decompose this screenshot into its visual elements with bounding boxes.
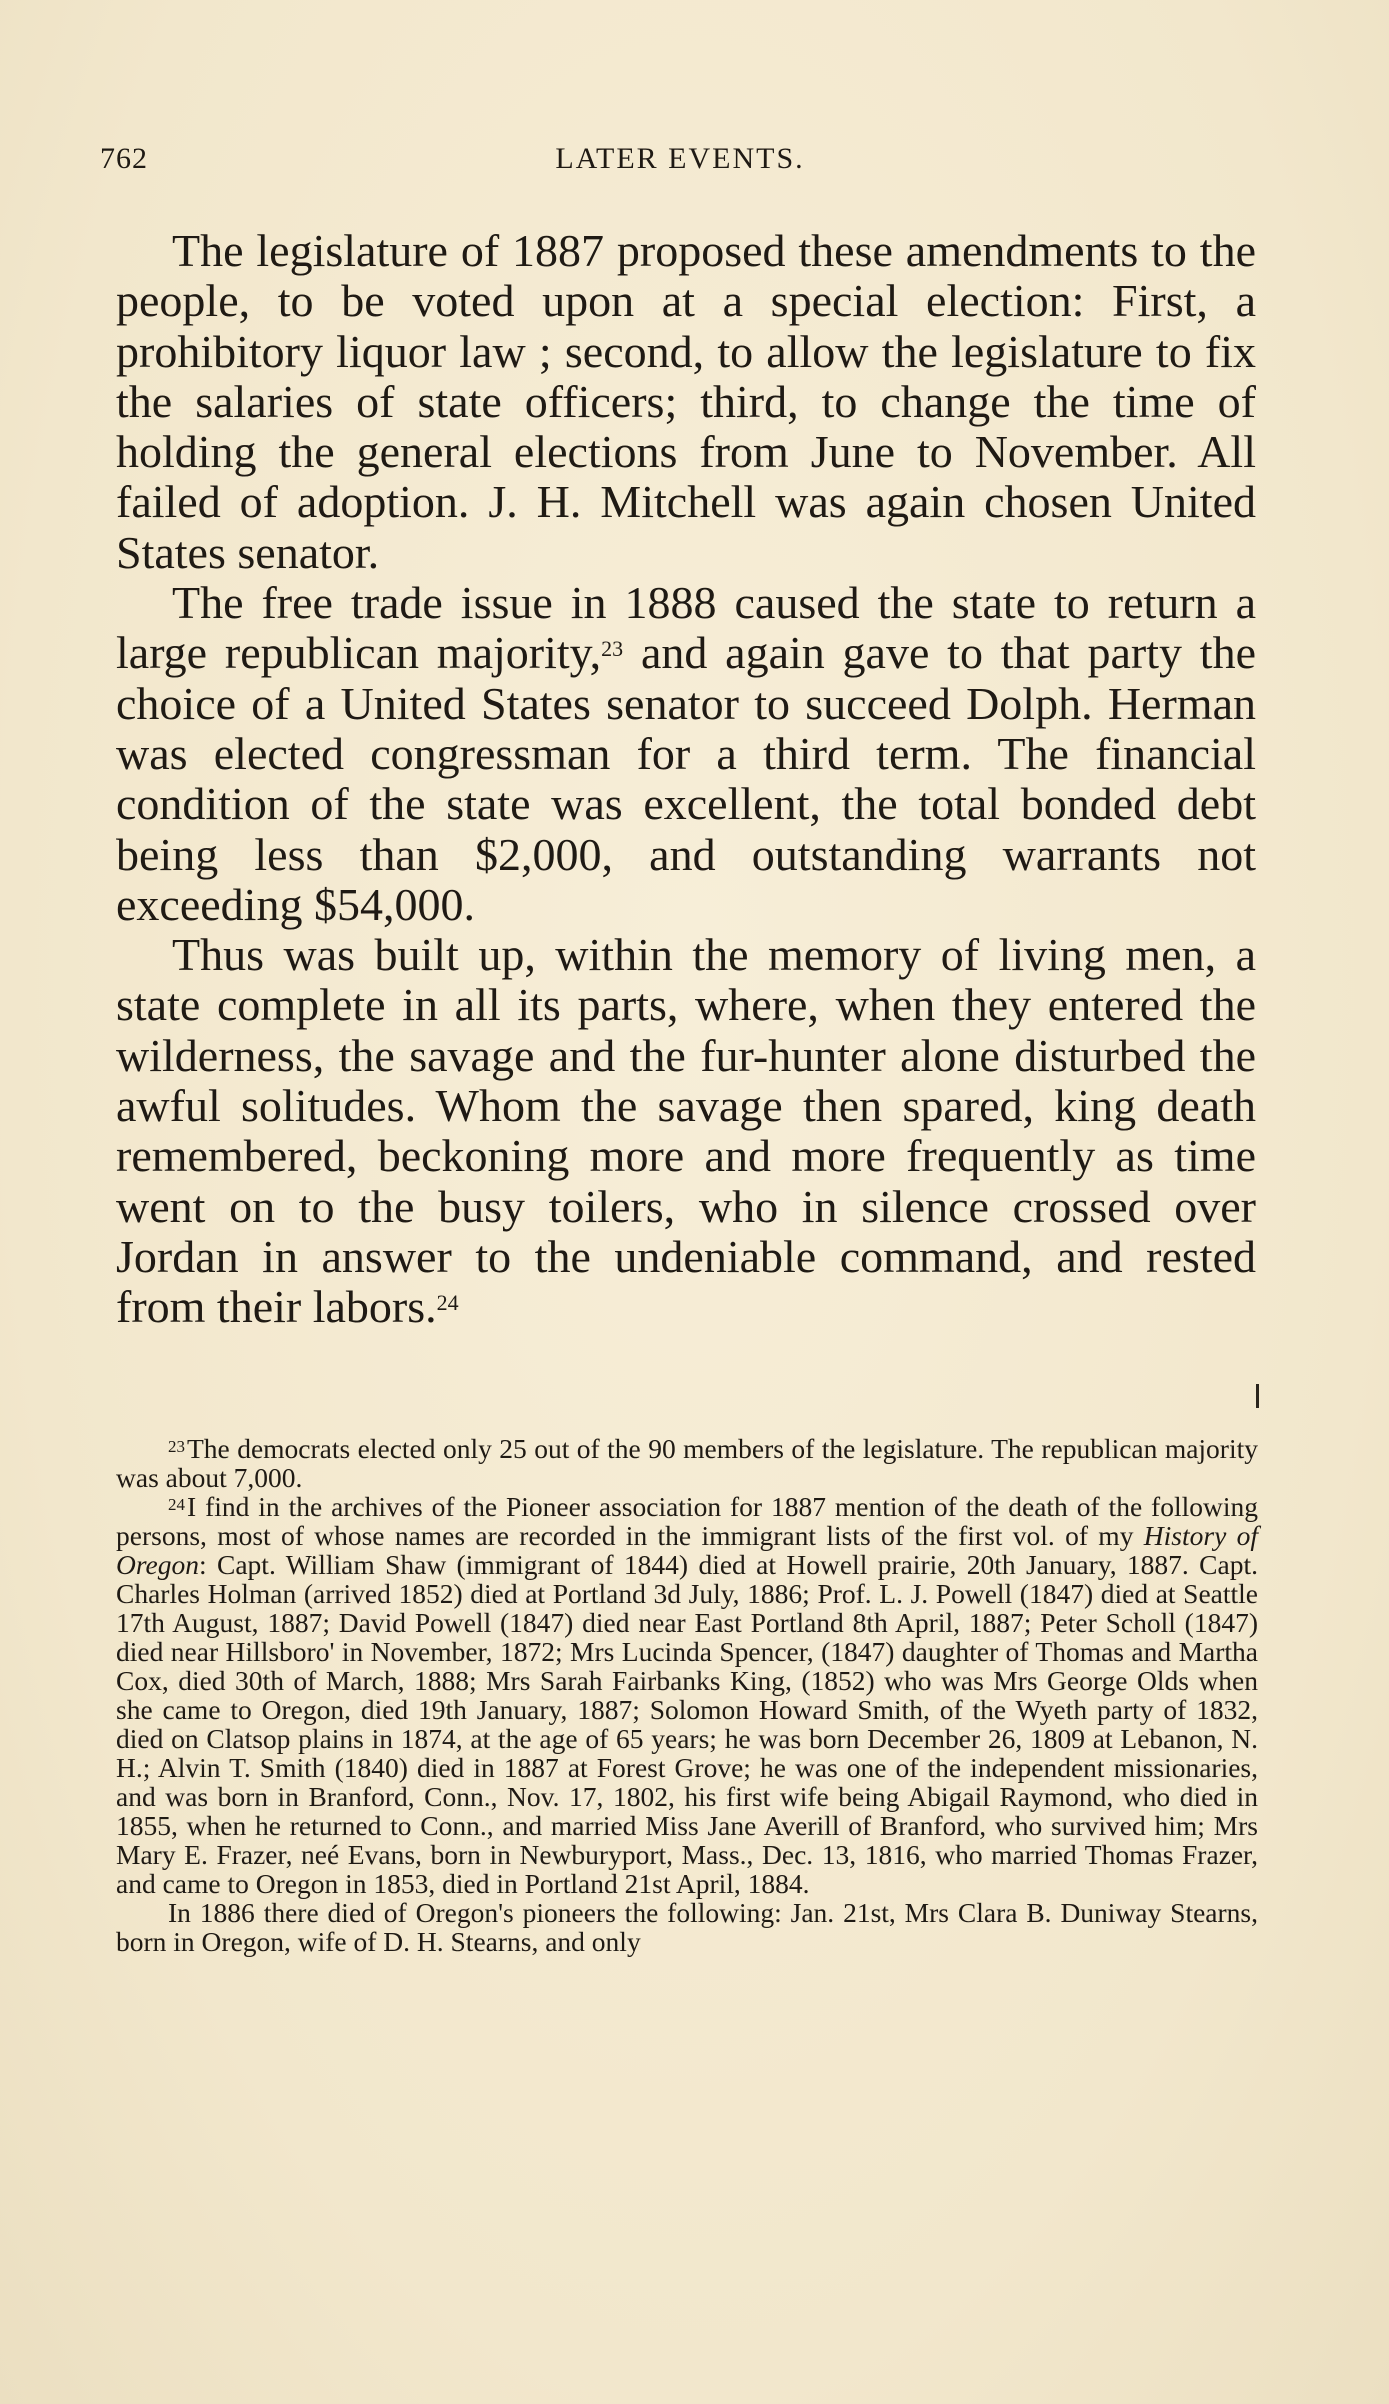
paragraph-1: The legislature of 1887 proposed these amendments to the people, to be voted upon at a special election: First, a prohibitory liquor law ; second, to allow the legislature to fix the salaries of state officers; third, to change the time of holding the general elections from June to November. All failed of adoption. J. H. Mitchell was again chosen United States senator. xyxy=(116,225,1256,578)
footnote-ref-23[interactable]: 23 xyxy=(601,636,624,662)
main-text xyxy=(116,226,1256,1333)
footnotes xyxy=(116,1434,1258,1956)
footnote-24-mark: 24 xyxy=(168,1495,185,1514)
footnote-23-mark: 23 xyxy=(168,1437,185,1456)
running-head: LATER EVENTS. xyxy=(555,142,805,175)
footnote-ref-24[interactable]: 24 xyxy=(436,1290,459,1316)
footnote-23 xyxy=(116,1434,1258,1492)
paragraph-3 xyxy=(116,930,1256,1332)
paragraph-3-text: Thus was built up, within the memory of living men, a state complete in all its parts, where, when they entered the wilderness, the savage and the fur-hunter alone disturbed the awful solitudes. Whom the savage then spared, king death remembered, beckoning more and more frequently as time went on to the busy toilers, who in silence crossed over Jordan in answer to the undeniable command, and rested from their labors. xyxy=(116,929,1256,1333)
paragraph-2-part-a: The free trade issue in 1888 caused the state to return a large republican majority, xyxy=(116,577,1256,679)
footnote-24-text-a: I find in the archives of the Pioneer association for 1887 mention of the death of the following persons, most of whose names are recorded in the immigrant lists of the first vol. of my xyxy=(116,1491,1258,1551)
paragraph-2 xyxy=(116,578,1256,930)
book-title: History of Oregon xyxy=(116,1520,1258,1580)
footnote-24-text-b: : Capt. William Shaw (immigrant of 1844) died at Howell prairie, 20th January, 1887. Capt. Charles Holman (arrived 1852) died at Portland 3d July, 1886; Prof. L. J. Powell (1847) died at Seattle 17th August, 1887; David Powell (1847) died near East Portland 8th April, 1887; Peter Scholl (1847) died near Hillsboro' in November, 1872; Mrs Lucinda Spencer, (1847) daughter of Thomas and Martha Cox, died 30th of March, 1888; Mrs Sarah Fairbanks King, (1852) who was Mrs George Olds when she came to Oregon, died 19th January, 1887; Solomon Howard Smith, of the Wyeth party of 1832, died on Clatsop plains in 1874, at the age of 65 years; he was born December 26, 1809 at Lebanon, N. H.; Alvin T. Smith (1840) died in 1887 at Forest Grove; he was one of the independent missionaries, and was born in Branford, Conn., Nov. 17, 1802, his first wife being Abigail Raymond, who died in 1855, when he returned to Conn., and married Miss Jane Averill of Branford, who survived him; Mrs Mary E. Frazer, neé Evans, born in Newburyport, Mass., Dec. 13, 1816, who married Thomas Frazer, and came to Oregon in 1853, died in Portland 21st April, 1884. xyxy=(116,1549,1258,1899)
paragraph-2-part-b: and again gave to that party the choice of a United States senator to succeed Dolph. Herman was elected congressman for a third term. The financial condition of the state was excellent, the total bonded debt being less than $2,000, and outstanding warrants not exceeding $54,000. xyxy=(116,627,1256,930)
footnote-24 xyxy=(116,1492,1258,1898)
margin-mark xyxy=(1256,1384,1259,1408)
page-number: 762 xyxy=(100,142,148,175)
page-header xyxy=(100,142,1260,182)
footnote-23-text: The democrats elected only 25 out of the 90 members of the legislature. The republican majority was about 7,000. xyxy=(116,1433,1258,1493)
footnote-24-continued: In 1886 there died of Oregon's pioneers the following: Jan. 21st, Mrs Clara B. Duniway Stearns, born in Oregon, wife of D. H. Stearns, and only xyxy=(116,1897,1258,1957)
